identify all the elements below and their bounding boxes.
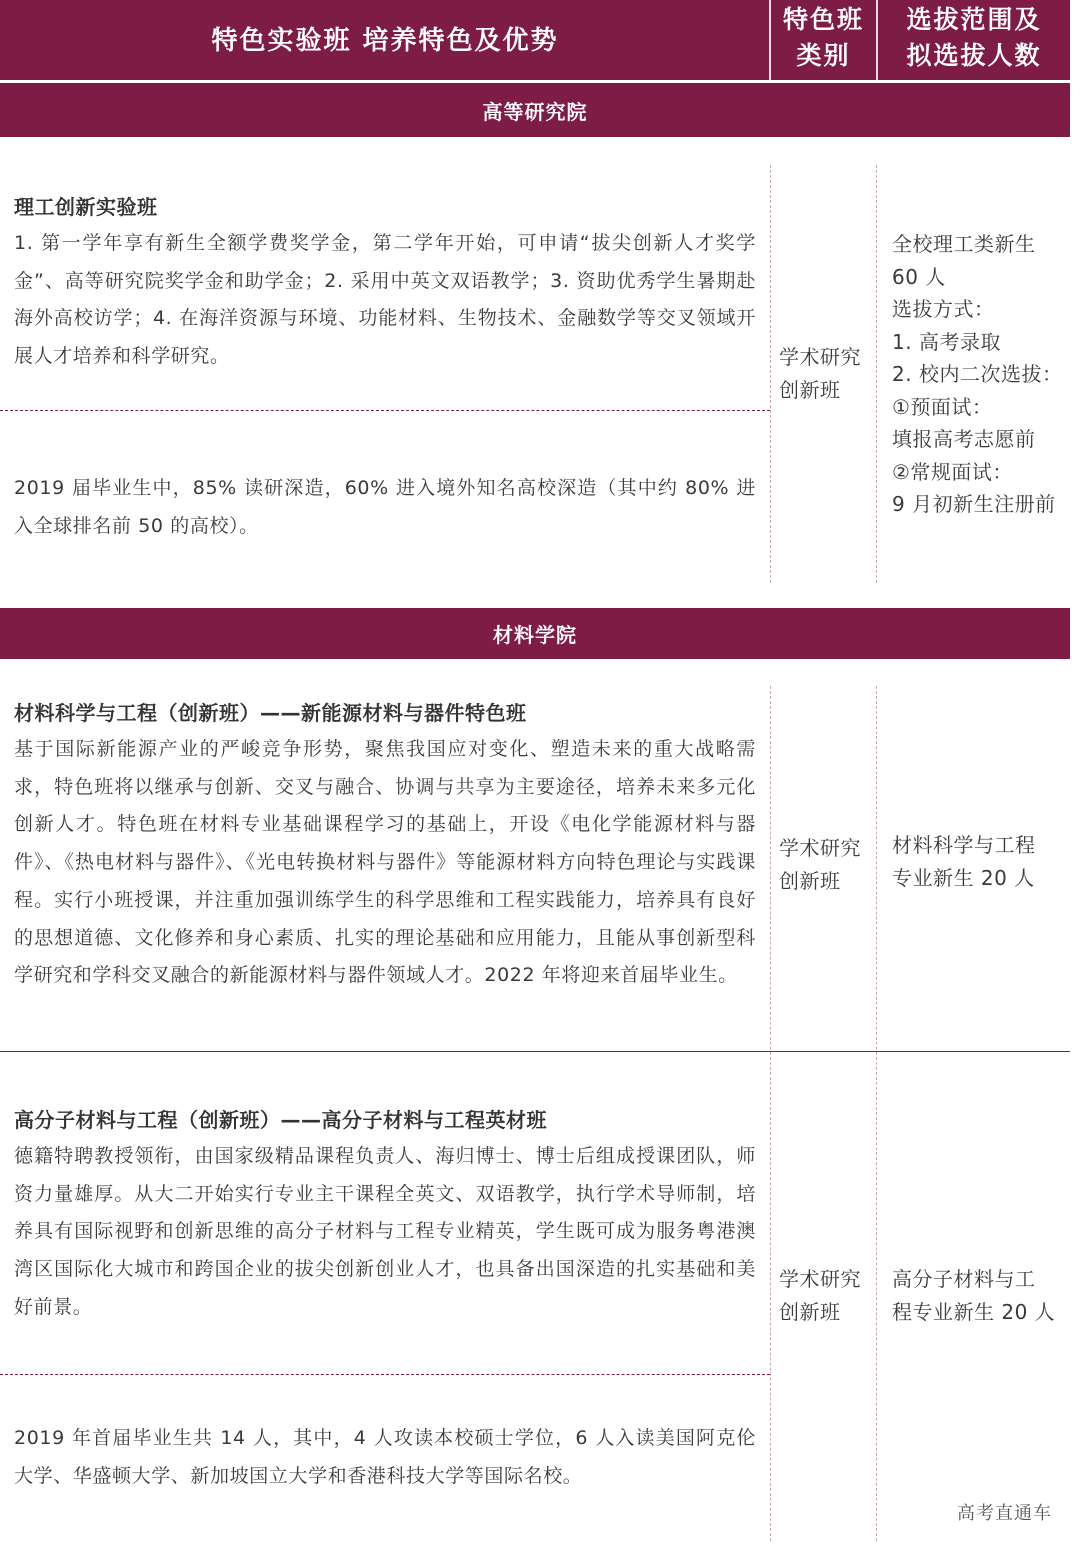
watermark: 高考直通车 [957,1503,1052,1524]
column-divider [770,165,771,583]
program-title: 高分子材料与工程（创新班）——高分子材料与工程英材班 [14,1108,547,1132]
program-selection: 材料科学与工程 专业新生 20 人 [892,833,1036,890]
program-outcome: 2019 年首届毕业生共 14 人，其中，4 人攻读本校硕士学位，6 人入读美国阿克伦大学、华盛顿大学、新加坡国立大学和香港科技大学等国际名校。 [14,1427,756,1487]
column-divider [876,686,877,1541]
row-divider [0,1374,770,1375]
program-card [14,697,756,995]
section-header-materials: 材料学院 [0,608,1070,659]
program-category: 学术研究 创新班 [779,1267,861,1324]
program-description: 德籍特聘教授领衔，由国家级精品课程负责人、海归博士、博士后组成授课团队，师资力量雄厚。从大二开始实行专业主干课程全英文、双语教学，执行学术导师制，培养具有国际视野和创新思维的高分子材料与工程专业精英，学生既可成为服务粤港澳湾区国际化大城市和跨国企业的拔尖创新创业人才，也具备出国深造的扎实基础和美好前景。 [14,1145,756,1318]
section-header-ias: 高等研究院 [0,83,1070,137]
header-col-features: 特色实验班 培养特色及优势 [211,26,559,56]
column-divider [876,165,877,583]
program-card [14,191,756,376]
row-divider [0,410,770,411]
program-category: 学术研究 创新班 [779,345,861,402]
program-selection: 全校理工类新生 60 人 选拔方式： 1. 高考录取 2. 校内二次选拔： ①预面试： 填报高考志愿前 ②常规面试： 9 月初新生注册前 [892,232,1063,516]
table-header [0,0,1070,80]
header-col-selection: 选拔范围及 拟选拔人数 [906,5,1042,70]
program-title: 理工创新实验班 [14,195,158,219]
program-category: 学术研究 创新班 [779,836,861,893]
header-col-category: 特色班 类别 [782,5,864,70]
row-divider [0,1051,1070,1052]
program-outcome: 2019 届毕业生中，85% 读研深造，60% 进入境外知名高校深造（其中约 80% 进入全球排名前 50 的高校）。 [14,477,756,537]
program-description: 基于国际新能源产业的严峻竞争形势，聚焦我国应对变化、塑造未来的重大战略需求，特色班将以继承与创新、交叉与融合、协调与共享为主要途径，培养未来多元化创新人才。特色班在材料专业基础课程学习的基础上，开设《电化学能源材料与器件》、《热电材料与器件》、《光电转换材料与器件》等能源材料方向特色理论与实践课程。实行小班授课，并注重加强训练学生的科学思维和工程实践能力，培养具有良好的思想道德、文化修养和身心素质、扎实的理论基础和应用能力，且能从事创新型科学研究和学科交叉融合的新能源材料与器件领域人才。2022 年将迎来首届毕业生。 [14,738,756,987]
program-title: 材料科学与工程（创新班）——新能源材料与器件特色班 [14,701,527,725]
program-card [14,1104,756,1327]
program-selection: 高分子材料与工 程专业新生 20 人 [892,1267,1056,1324]
program-description: 1. 第一学年享有新生全额学费奖学金，第二学年开始，可申请“拔尖创新人才奖学金”、高等研究院奖学金和助学金；2. 采用中英文双语教学；3. 资助优秀学生暑期赴海外高校访学；4. 在海洋资源与环境、功能材料、生物技术、金融数学等交叉领域开展人才培养和科学研究。 [14,232,756,368]
column-divider [770,686,771,1541]
